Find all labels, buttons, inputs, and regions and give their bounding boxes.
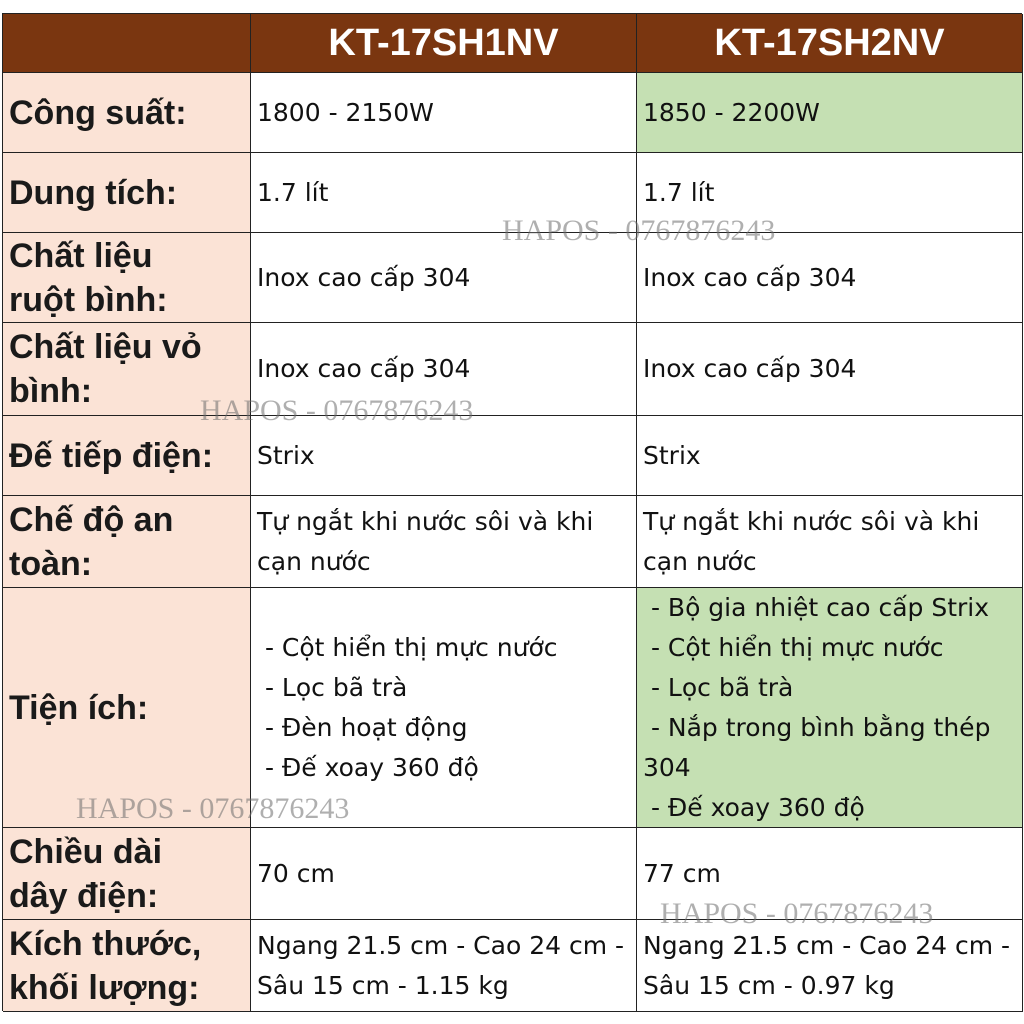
value-cell-model-1 xyxy=(251,920,637,1012)
value-line: - Đế xoay 360 độ xyxy=(257,752,479,782)
value-line: - Cột hiển thị mực nước xyxy=(257,632,558,662)
row-label: Chế độ an toàn: xyxy=(3,496,251,588)
value-line: - Đế xoay 360 độ xyxy=(643,792,865,822)
value-line: Strix xyxy=(257,440,315,470)
value-cell-model-1 xyxy=(251,153,637,233)
comparison-table xyxy=(2,13,1022,1011)
header-model-2: KT-17SH2NV xyxy=(637,14,1023,73)
value-cell-model-2 xyxy=(637,496,1023,588)
value-line: Sâu 15 cm - 0.97 kg xyxy=(643,970,895,1000)
value-line: - Bộ gia nhiệt cao cấp Strix xyxy=(643,592,990,622)
value-line: Strix xyxy=(643,440,701,470)
value-line: 1.7 lít xyxy=(643,177,715,207)
value-line: 1800 - 2150W xyxy=(257,97,434,127)
row-label: Chất liệu ruột bình: xyxy=(3,233,251,323)
value-cell-model-2 xyxy=(637,588,1023,828)
value-cell-model-2 xyxy=(637,233,1023,323)
value-line: Inox cao cấp 304 xyxy=(257,262,471,292)
value-line: 77 cm xyxy=(643,858,721,888)
value-cell-model-1 xyxy=(251,496,637,588)
value-line: - Lọc bã trà xyxy=(643,672,794,702)
watermark: HAPOS - 0767876243 xyxy=(200,394,474,427)
row-label: Chất liệu vỏ bình: xyxy=(3,323,251,416)
value-cell-model-1 xyxy=(251,233,637,323)
value-line: - Nắp trong bình bằng thép xyxy=(643,712,991,742)
value-cell-model-2 xyxy=(637,416,1023,496)
value-cell-model-2 xyxy=(637,828,1023,920)
value-cell-model-1 xyxy=(251,73,637,153)
value-cell-model-1 xyxy=(251,828,637,920)
value-line: - Đèn hoạt động xyxy=(257,712,468,742)
value-line: cạn nước xyxy=(643,546,757,576)
value-cell-model-2 xyxy=(637,920,1023,1012)
row-label: Dung tích: xyxy=(3,153,251,233)
row-label: Tiện ích: xyxy=(3,588,251,828)
value-line: Inox cao cấp 304 xyxy=(643,262,857,292)
value-line: Tự ngắt khi nước sôi và khi xyxy=(257,506,594,536)
row-label: Công suất: xyxy=(3,73,251,153)
row-label: Đế tiếp điện: xyxy=(3,416,251,496)
value-line: 70 cm xyxy=(257,858,335,888)
row-label: Chiều dài dây điện: xyxy=(3,828,251,920)
header-model-1: KT-17SH1NV xyxy=(251,14,637,73)
value-line: 304 xyxy=(643,752,691,782)
watermark: HAPOS - 0767876243 xyxy=(76,792,350,825)
value-line: Tự ngắt khi nước sôi và khi xyxy=(643,506,980,536)
header-blank-cell xyxy=(3,14,251,73)
value-cell-model-2 xyxy=(637,73,1023,153)
value-cell-model-1 xyxy=(251,416,637,496)
value-line: - Cột hiển thị mực nước xyxy=(643,632,944,662)
row-label: Kích thước, khối lượng: xyxy=(3,920,251,1012)
value-line: 1.7 lít xyxy=(257,177,329,207)
watermark: HAPOS - 0767876243 xyxy=(502,214,776,247)
value-line: - Lọc bã trà xyxy=(257,672,408,702)
value-cell-model-2 xyxy=(637,153,1023,233)
value-line: Ngang 21.5 cm - Cao 24 cm - xyxy=(643,930,1011,960)
value-line: Inox cao cấp 304 xyxy=(257,354,471,383)
value-line: 1850 - 2200W xyxy=(643,97,820,127)
value-cell-model-1 xyxy=(251,323,637,416)
value-cell-model-1 xyxy=(251,588,637,828)
value-line: Inox cao cấp 304 xyxy=(643,354,857,383)
value-line: cạn nước xyxy=(257,546,371,576)
value-cell-model-2 xyxy=(637,323,1023,416)
value-line: Ngang 21.5 cm - Cao 24 cm - xyxy=(257,930,625,960)
value-line: Sâu 15 cm - 1.15 kg xyxy=(257,970,509,1000)
watermark: HAPOS - 0767876243 xyxy=(660,897,934,930)
